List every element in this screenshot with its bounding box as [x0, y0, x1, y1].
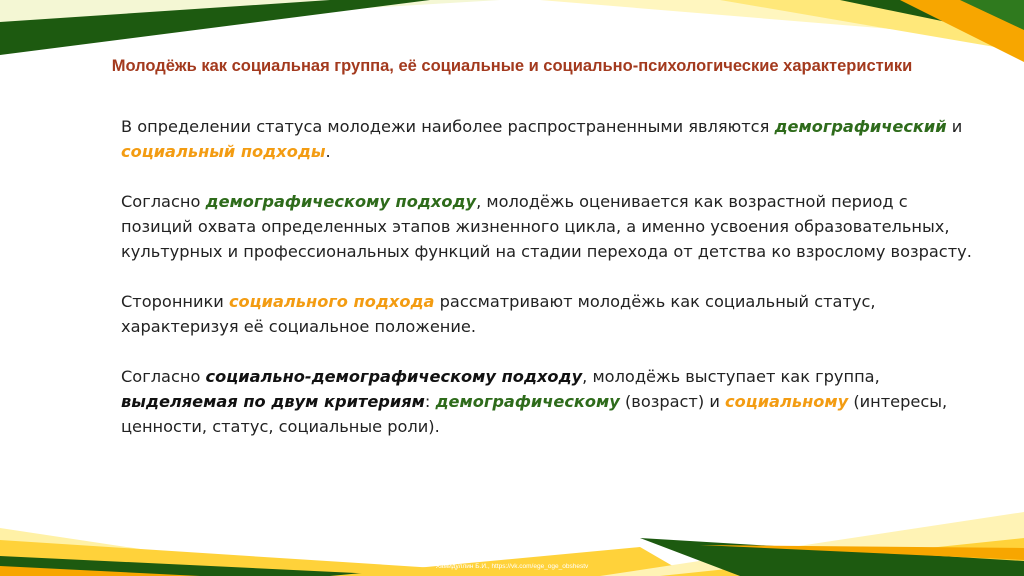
- slide-body: [121, 114, 981, 464]
- term-social-criterion: социальному: [725, 392, 849, 411]
- slide-title: Молодёжь как социальная группа, её социальные и социально-психологические характеристики: [111, 57, 913, 75]
- paragraph-social: Сторонники социального подхода рассматривают молодёжь как социальный статус, характеризуя её социальное положение.: [121, 292, 876, 336]
- paragraph-demographic: Согласно демографическому подходу, молодёжь оценивается как возрастной период с позиций охвата определенных этапов жизненного цикла, а именно усвоения образовательных, культурных и профессиональных функций на стадии перехода от детства ко взрослому возрасту.: [121, 192, 972, 261]
- term-demographic-approach: демографическому подходу: [205, 192, 477, 211]
- paragraph-approaches: В определении статуса молодежи наиболее распространенными являются демографический и социальный подходы.: [121, 117, 963, 161]
- term-social-approaches: социальный подходы: [121, 142, 326, 161]
- term-demographic: демографический: [774, 117, 947, 136]
- footer-credit: Хамидуллин Б.И., https://vk.com/ege_oge_obshestv: [435, 563, 589, 570]
- term-two-criteria: выделяемая по двум критериям: [121, 392, 425, 411]
- term-social-approach: социального подхода: [228, 292, 435, 311]
- paragraph-socio-demographic: Согласно социально-демографическому подходу, молодёжь выступает как группа, выделяемая по двум критериям: демографическому (возраст) и социальному (интересы, ценности, статус, социальные роли).: [121, 367, 948, 436]
- term-socio-demographic-approach: социально-демографическому подходу: [205, 367, 583, 386]
- term-demographic-criterion: демографическому: [435, 392, 620, 411]
